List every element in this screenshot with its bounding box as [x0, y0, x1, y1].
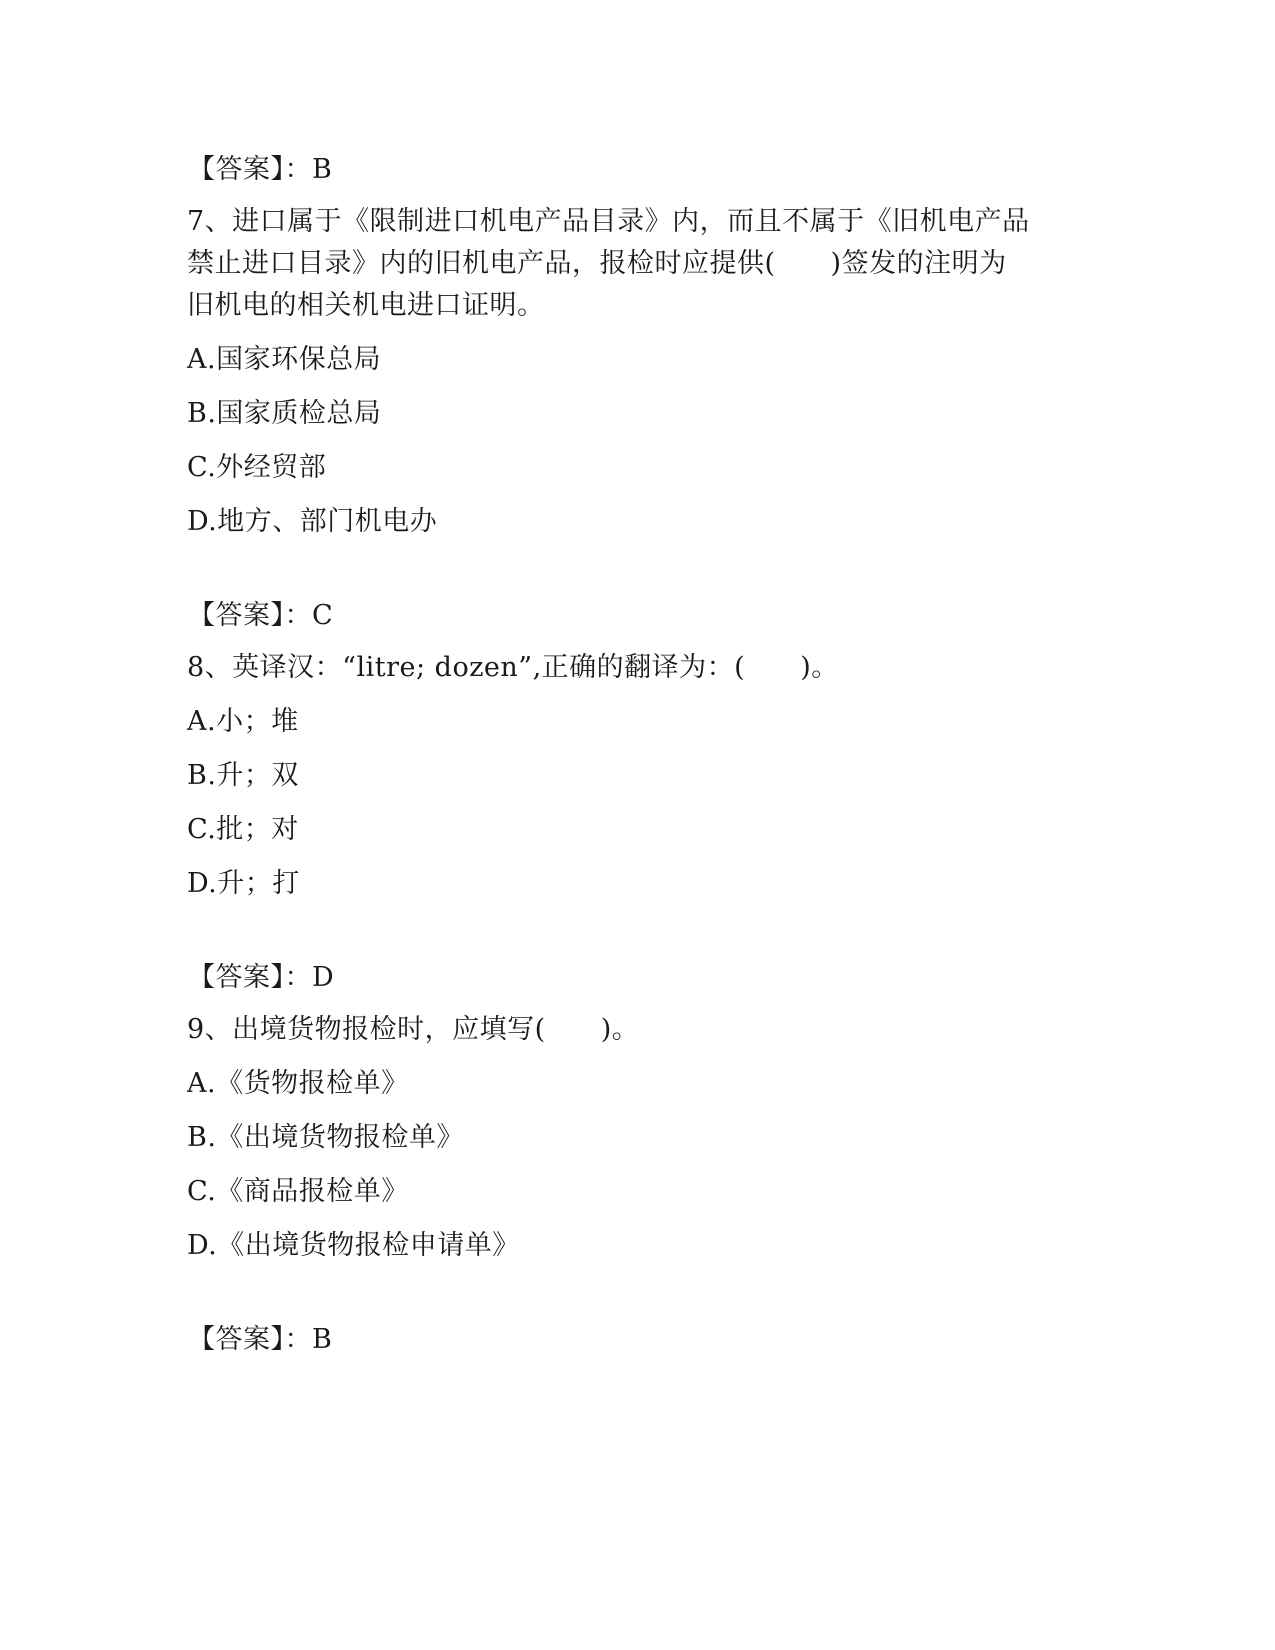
question-8-option-a: A.小；堆 [187, 706, 299, 737]
question-8-option-c: C.批；对 [187, 814, 299, 845]
question-7-option-b: B.国家质检总局 [187, 398, 382, 429]
question-9-option-b: B.《出境货物报检单》 [187, 1122, 464, 1153]
question-8-line-1: 8、英译汉：“litre; dozen”,正确的翻译为：( )。 [187, 652, 839, 683]
question-8-option-d: D.升；打 [187, 868, 300, 899]
answer-q6: 【答案】：B [188, 154, 333, 185]
question-9-line-1: 9、出境货物报检时，应填写( )。 [187, 1014, 640, 1045]
question-9-option-d: D.《出境货物报检申请单》 [187, 1230, 520, 1261]
answer-q7: 【答案】：C [188, 600, 334, 631]
answer-q8: 【答案】：D [188, 962, 335, 993]
question-7-option-a: A.国家环保总局 [187, 344, 382, 375]
question-7-option-d: D.地方、部门机电办 [187, 506, 438, 537]
question-9-option-a: A.《货物报检单》 [187, 1068, 409, 1099]
question-7-line-3: 旧机电的相关机电进口证明。 [187, 290, 545, 321]
question-7-option-c: C.外经贸部 [187, 452, 327, 483]
question-7-line-1: 7、进口属于《限制进口机电产品目录》内，而且不属于《旧机电产品 [187, 206, 1030, 237]
answer-q9: 【答案】：B [188, 1324, 333, 1355]
question-9-option-c: C.《商品报检单》 [187, 1176, 409, 1207]
question-7-line-2: 禁止进口目录》内的旧机电产品，报检时应提供( )签发的注明为 [187, 248, 1007, 279]
question-8-option-b: B.升；双 [187, 760, 299, 791]
